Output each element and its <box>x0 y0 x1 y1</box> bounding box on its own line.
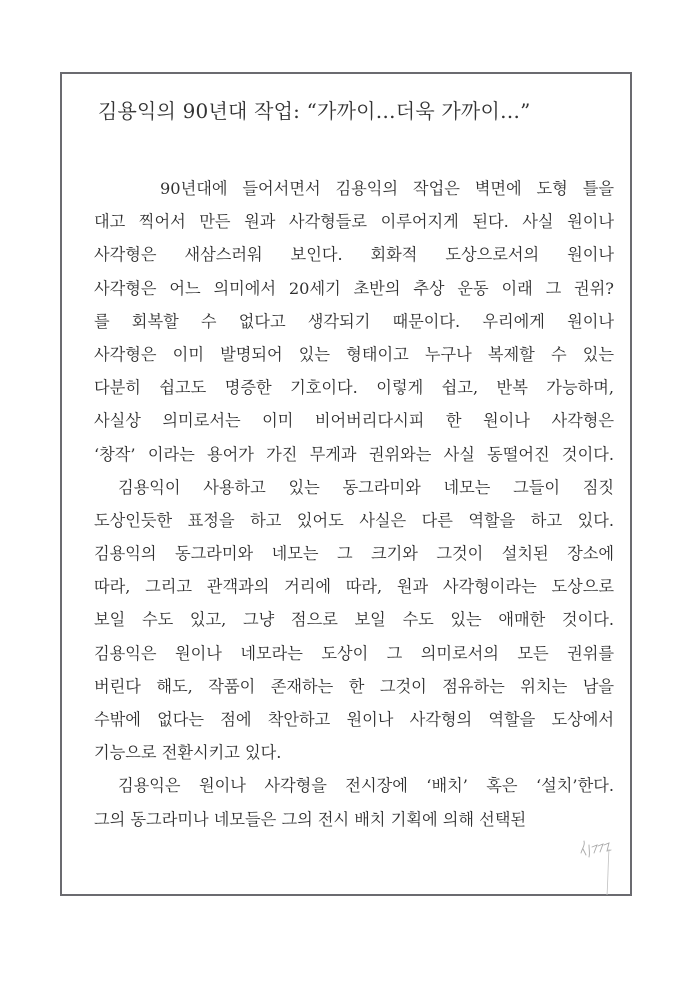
text-line: ‘창작’ 이라는 용어가 가진 무게과 권위와는 사실 동떨어진 것이다. <box>94 444 614 464</box>
text-line: 를 회복할 수 없다고 생각되기 때문이다. 우리에게 원이나 <box>94 311 614 331</box>
text-line: 도상인듯한 표정을 하고 있어도 사실은 다른 역할을 하고 있다. <box>94 510 614 530</box>
text-line: 따라, 그리고 관객과의 거리에 따라, 원과 사각형이라는 도상으로 <box>94 577 614 597</box>
text-line: 김용익은 원이나 사각형을 전시장에 ‘배치’ 혹은 ‘설치’한다. <box>118 776 614 796</box>
text-line: 김용익이 사용하고 있는 동그라미와 네모는 그들이 짐짓 <box>118 477 614 497</box>
text-line: 사각형은 이미 발명되어 있는 형태이고 누구나 복제할 수 있는 <box>94 344 614 364</box>
text-line: 대고 찍어서 만든 원과 사각형들로 이루어지게 된다. 사실 원이나 <box>94 212 614 232</box>
text-line: 수밖에 없다는 점에 착안하고 원이나 사각형의 역할을 도상에서 <box>94 710 614 729</box>
document-title: 김용익의 90년대 작업: “가까이…더욱 가까이…” <box>98 99 531 123</box>
text-line: 다분히 쉽고도 명증한 기호이다. 이렇게 쉽고, 반복 가능하며, <box>94 378 614 398</box>
text-line: 사각형은 새삼스러워 보인다. 회화적 도상으로서의 원이나 <box>94 245 614 265</box>
text-line: 그의 동그라미나 네모들은 그의 전시 배치 기획에 의해 선택된 <box>94 809 527 829</box>
text-line: 보일 수도 있고, 그냥 점으로 보일 수도 있는 애매한 것이다. <box>94 610 614 630</box>
document-body <box>94 172 614 836</box>
text-line: 90년대에 들어서면서 김용익의 작업은 벽면에 도형 틀을 <box>160 179 614 198</box>
text-line: 사실상 의미로서는 이미 비어버리다시피 한 원이나 사각형은 <box>94 411 614 431</box>
text-line: 김용익의 동그라미와 네모는 그 크기와 그것이 설치된 장소에 <box>94 544 614 564</box>
text-line: 김용익은 원이나 네모라는 도상이 그 의미로서의 모든 권위를 <box>94 643 614 663</box>
text-line: 사각형은 어느 의미에서 20세기 초반의 추상 운동 이래 그 권위? <box>94 278 614 298</box>
text-line: 기능으로 전환시키고 있다. <box>94 743 282 763</box>
text-line: 버린다 해도, 작품이 존재하는 한 그것이 점유하는 위치는 남을 <box>94 676 614 696</box>
handwritten-signature <box>577 835 617 897</box>
